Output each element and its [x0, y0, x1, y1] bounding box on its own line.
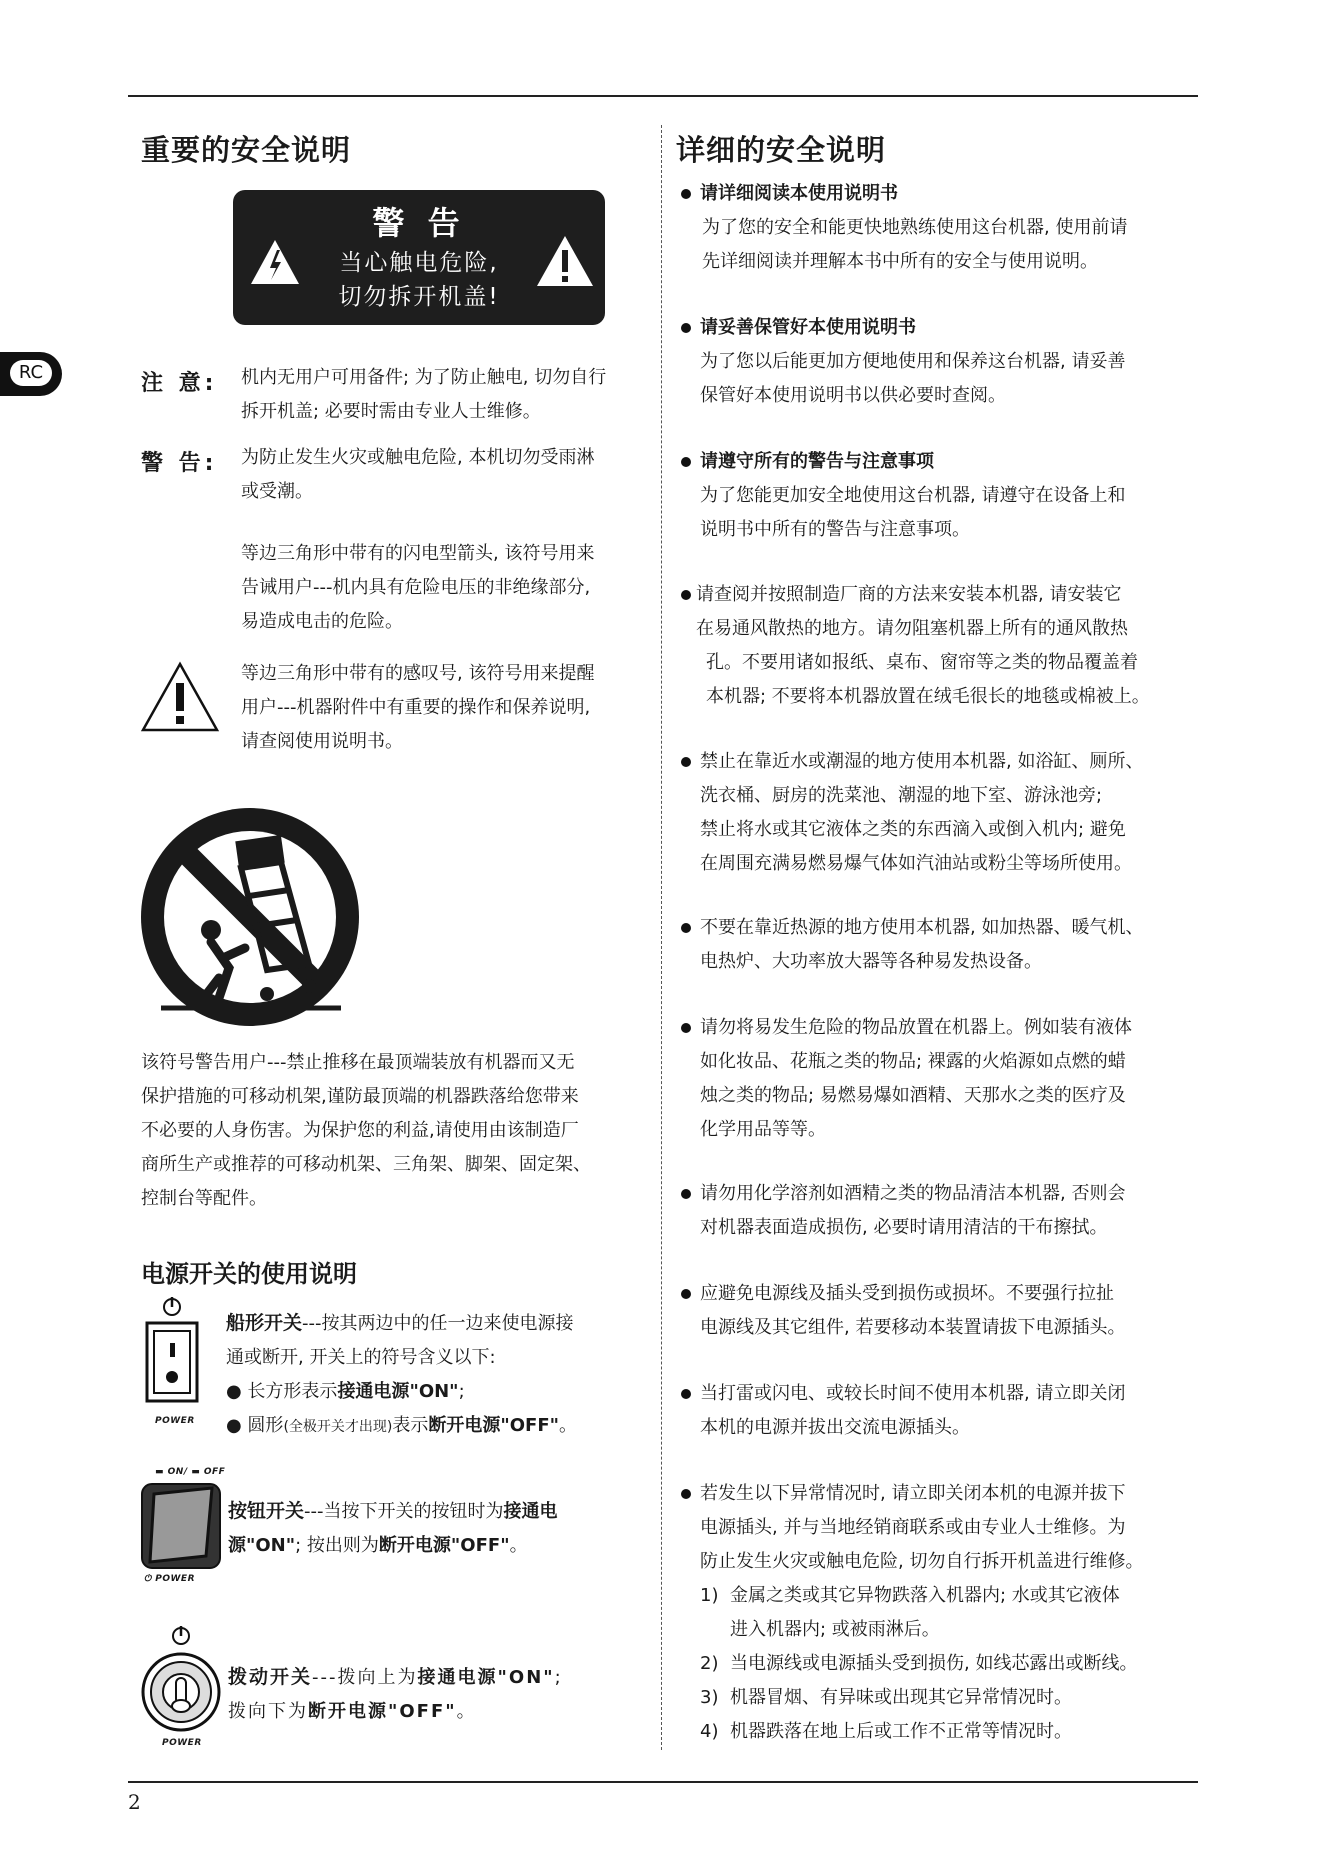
- safety-cleaning-para: 请勿用化学溶剂如酒精之类的物品清洁本机器, 否则会 对机器表面造成损伤, 必要时请用清洁的干布擦拭。: [700, 1183, 1126, 1238]
- page-number: 2: [128, 1790, 141, 1814]
- bullet: [681, 1189, 691, 1199]
- bullet: [681, 590, 691, 600]
- push-power-label: ⏻ POWER: [144, 1574, 196, 1584]
- bullet: [681, 323, 691, 333]
- lightning-symbol-text: 等边三角形中带有的闪电型箭头, 该符号用来 告诫用户---机内具有危险电压的非绝缘部分, 易造成电击的危险。: [241, 543, 595, 632]
- safety-item-heed-warnings: 请遵守所有的警告与注意事项 为了您能更加安全地使用这台机器, 请遵守在设备上和 说明书中所有的警告与注意事项。: [700, 451, 1126, 540]
- language-tab-label: RC: [10, 360, 52, 386]
- bullet: [681, 757, 691, 767]
- list-item: 2) 当电源线或电源插头受到损伤, 如线芯露出或断线。: [700, 1653, 1138, 1674]
- warning-box-line2: 切勿拆开机盖!: [338, 284, 500, 310]
- rocker-switch-icon: [144, 1295, 200, 1407]
- bottom-rule: [128, 1781, 1198, 1783]
- warning-box-title: 警 告: [372, 204, 466, 242]
- list-item: 1) 金属之类或其它异物跌落入机器内; 水或其它液体: [700, 1585, 1120, 1606]
- safety-item-keep-manual: 请妥善保管好本使用说明书 为了您以后能更加方便地使用和保养这台机器, 请妥善 保管好本使用说明书以供必要时查阅。: [700, 317, 1126, 406]
- warning-box-line1: 当心触电危险,: [339, 250, 499, 276]
- bullet: [681, 923, 691, 933]
- abnormal-sublist: 1) 金属之类或其它异物跌落入机器内; 水或其它液体 进入机器内; 或被雨淋后。 2) 当电源线或电源插头受到损伤, 如线芯露出或断线。 3) 机器冒烟、有异味或出现其它异常情况时。 4) 机器跌落在地上后或工作不正常等情况时。: [700, 1579, 1137, 1749]
- safety-abnormal-para: 若发生以下异常情况时, 请立即关闭本机的电源并拔下 电源插头, 并与当地经销商联系或由专业人士维修。为 防止发生火灾或触电危险, 切勿自行拆开机盖进行维修。: [700, 1483, 1144, 1572]
- list-item: 4) 机器跌落在地上后或工作不正常等情况时。: [700, 1721, 1072, 1742]
- caution-text: 机内无用户可用备件; 为了防止触电, 切勿自行 拆开机盖; 必要时需由专业人士维修。: [241, 367, 607, 422]
- column-divider: [661, 125, 662, 1750]
- exclamation-symbol-text: 等边三角形中带有的感叹号, 该符号用来提醒 用户---机器附件中有重要的操作和保养说明, 请查阅使用说明书。: [241, 663, 595, 752]
- warning-label: 警 告:: [141, 451, 218, 476]
- safety-objects-para: 请勿将易发生危险的物品放置在机器上。例如装有液体 如化妆品、花瓶之类的物品; 裸露的火焰源如点燃的蜡 烛之类的物品; 易燃易爆如酒精、天那水之类的医疗及 化学用品等等。: [700, 1017, 1132, 1140]
- bullet: [681, 1289, 691, 1299]
- push-on-off-label: ▬ ON/ ▬ OFF: [155, 1467, 226, 1477]
- exclamation-triangle-icon: [535, 234, 595, 288]
- toggle-switch-text: 拨动开关---拨向上为接通电源"ON"; 拨向下为断开电源"OFF"。: [228, 1666, 563, 1722]
- safety-heat-para: 不要在靠近热源的地方使用本机器, 如加热器、暖气机、 电热炉、大功率放大器等各种易发热设备。: [700, 917, 1144, 972]
- important-safety-title: 重要的安全说明: [141, 133, 352, 167]
- top-rule: [128, 95, 1198, 97]
- caution-label: 注 意:: [141, 371, 218, 396]
- rocker-power-label: POWER: [155, 1416, 195, 1426]
- cart-tipover-icon: [141, 808, 359, 1026]
- safety-lightning-para: 当打雷或闪电、或较长时间不使用本机器, 请立即关闭 本机的电源并拔出交流电源插头。: [700, 1383, 1126, 1438]
- bullet: [681, 189, 691, 199]
- detailed-safety-title: 详细的安全说明: [676, 133, 887, 167]
- push-switch-text: 按钮开关---当按下开关的按钮时为接通电 源"ON"; 按出则为断开电源"OFF"。: [228, 1500, 558, 1556]
- warning-text: 为防止发生火灾或触电危险, 本机切勿受雨淋 或受潮。: [241, 447, 595, 502]
- push-button-switch-icon: [140, 1482, 222, 1570]
- safety-install-para: 请查阅并按照制造厂商的方法来安装本机器, 请安装它 在易通风散热的地方。请勿阻塞机器上所有的通风散热 孔。不要用诸如报纸、桌布、窗帘等之类的物品覆盖着 本机器; 不要将本机器放置在绒毛很长的地毯或棉被上。: [696, 584, 1150, 707]
- safety-water-para: 禁止在靠近水或潮湿的地方使用本机器, 如浴缸、厕所、 洗衣桶、厨房的洗菜池、潮湿的地下室、游泳池旁; 禁止将水或其它液体之类的东西滴入或倒入机内; 避免 在周围充满易燃易爆气体如汽油站或粉尘等场所使用。: [700, 751, 1144, 874]
- list-item: 3) 机器冒烟、有异味或出现其它异常情况时。: [700, 1687, 1072, 1708]
- bullet: [681, 457, 691, 467]
- bullet: [681, 1489, 691, 1499]
- bullet: [681, 1389, 691, 1399]
- safety-cord-para: 应避免电源线及插头受到损伤或损坏。不要强行拉扯 电源线及其它组件, 若要移动本装置请拔下电源插头。: [700, 1283, 1126, 1338]
- language-tab: [0, 352, 62, 396]
- rocker-switch-text: 船形开关---按其两边中的任一边来使电源接 通或断开, 开关上的符号含义以下: ● 长方形表示接通电源"ON"; ● 圆形(全极开关才出现)表示断开电源"OFF"。: [226, 1312, 578, 1436]
- toggle-power-label: POWER: [162, 1738, 202, 1748]
- bullet: [681, 1023, 691, 1033]
- warning-box: [233, 190, 605, 325]
- cart-warning-text: 该符号警告用户---禁止推移在最顶端装放有机器而又无 保护措施的可移动机架,谨防最顶端的机器跌落给您带来 不必要的人身伤害。为保护您的利益,请使用由该制造厂 商所生产或推荐的可移动机架、三角架、脚架、固定架、 控制台等配件。: [141, 1052, 591, 1209]
- safety-item-read-manual: 请详细阅读本使用说明书 为了您的安全和能更快地熟练使用这台机器, 使用前请 先详细阅读并理解本书中所有的安全与使用说明。: [700, 183, 1128, 272]
- power-switch-title: 电源开关的使用说明: [141, 1260, 357, 1288]
- exclamation-outline-triangle-icon: [140, 661, 220, 733]
- toggle-switch-icon: [140, 1624, 222, 1736]
